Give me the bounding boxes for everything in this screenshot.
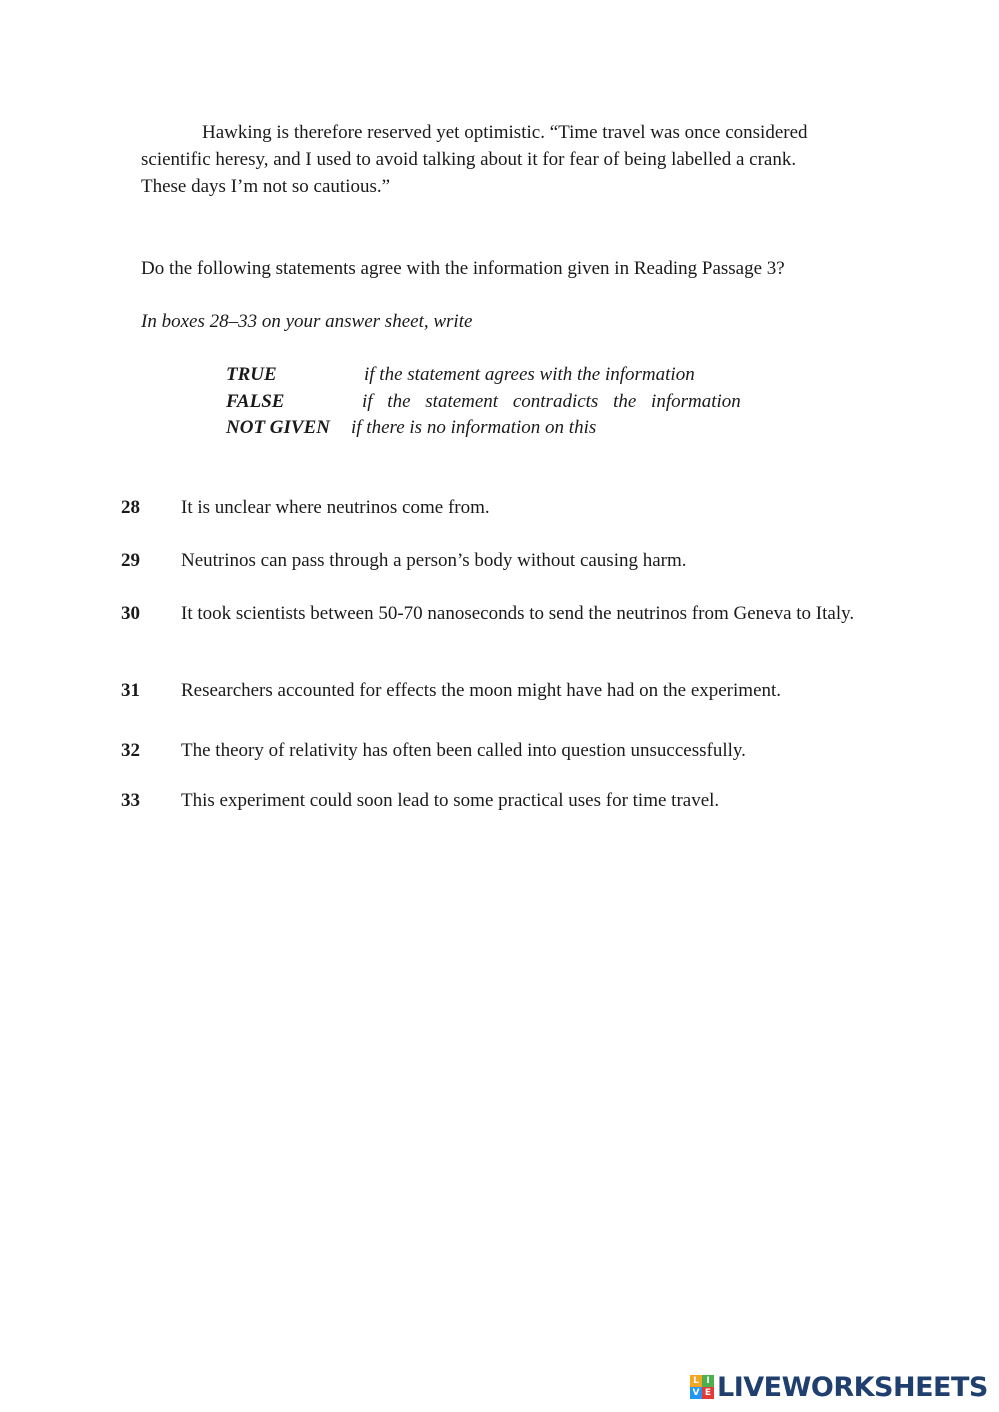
question-item	[121, 787, 861, 814]
question-number: 28	[121, 497, 140, 518]
key-description: if the statement contradicts the information	[362, 391, 741, 412]
question-text: Researchers accounted for effects the moon might have had on the experiment.	[181, 680, 782, 701]
question-number: 30	[121, 603, 140, 624]
key-description: if there is no information on this	[351, 417, 597, 438]
question-text: Neutrinos can pass through a person’s body without causing harm.	[181, 550, 687, 571]
liveworksheets-logo-icon	[690, 1375, 714, 1399]
question-number: 31	[121, 680, 140, 701]
question-item	[121, 600, 861, 627]
question-item	[121, 677, 861, 704]
liveworksheets-brand[interactable]	[690, 1372, 988, 1402]
logo-letter-i: I	[702, 1375, 714, 1387]
question-number: 29	[121, 550, 140, 571]
instruction-text: Do the following statements agree with the information given in Reading Passage 3?	[141, 258, 785, 279]
question-text: The theory of relativity has often been called into question unsuccessfully.	[181, 740, 746, 761]
question-text: This experiment could soon lead to some practical uses for time travel.	[181, 790, 720, 811]
question-item	[121, 737, 861, 764]
passage-text: Hawking is therefore reserved yet optimistic. “Time travel was once considered scientific heresy, and I used to avoid talking about it for fear of being labelled a crank. These days I’m not so cautious.”	[141, 122, 808, 197]
key-description: if the statement agrees with the information	[364, 364, 695, 385]
logo-letter-l: L	[690, 1375, 702, 1387]
logo-letter-e: E	[702, 1387, 714, 1399]
answer-sheet-instruction: In boxes 28–33 on your answer sheet, write	[141, 311, 473, 332]
question-text: It took scientists between 50-70 nanoseconds to send the neutrinos from Geneva to Italy.	[181, 603, 855, 624]
question-number: 32	[121, 740, 140, 761]
question-item	[121, 547, 861, 574]
question-text: It is unclear where neutrinos come from.	[181, 497, 490, 518]
brand-name: LIVEWORKSHEETS	[717, 1371, 988, 1403]
key-term: FALSE	[226, 391, 285, 412]
question-item	[121, 494, 861, 521]
key-term: NOT GIVEN	[226, 417, 330, 438]
key-term: TRUE	[226, 364, 277, 385]
passage-paragraph	[141, 119, 821, 200]
logo-letter-v: V	[690, 1387, 702, 1399]
question-number: 33	[121, 790, 140, 811]
